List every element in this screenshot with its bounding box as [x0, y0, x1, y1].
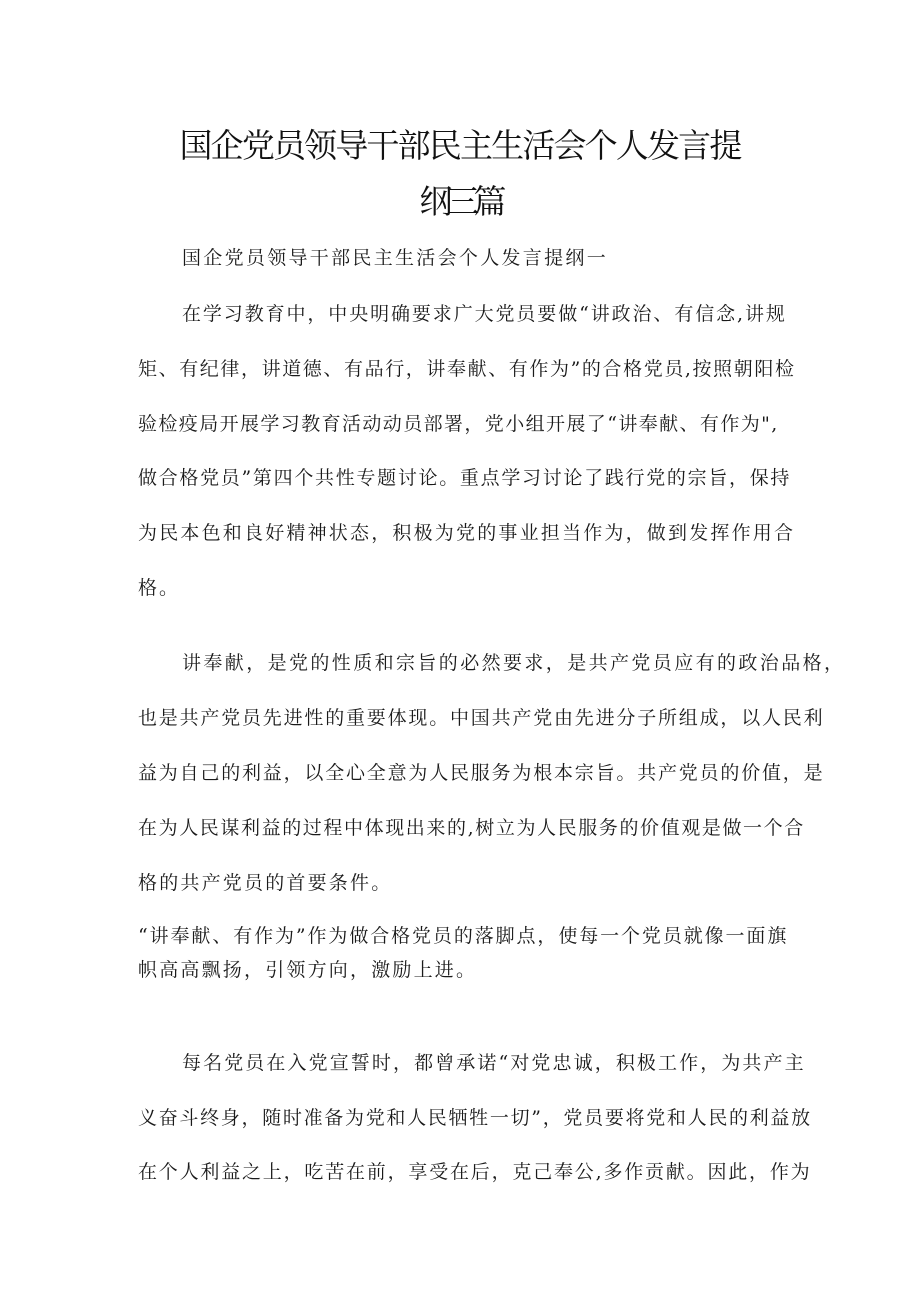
paragraph-line: 讲奉献，是党的性质和宗旨的必然要求，是共产党员应有的政治品格， [182, 652, 846, 674]
paragraph-line: 在学习教育中，中央明确要求广大党员要做“讲政治、有信念,讲规 [182, 303, 787, 325]
paragraph-line: 每名党员在入党宣誓时，都曾承诺“对党忠诚，积极工作，为共产主 [182, 1052, 806, 1074]
document-title-line-1: 国企党员领导干部民主生活会个人发言提 [179, 126, 741, 165]
document-title-line-2: 纲三篇 [419, 182, 501, 221]
document-subtitle: 国企党员领导干部民主生活会个人发言提纲一 [182, 247, 609, 269]
paragraph-line: 为民本色和良好精神状态，积极为党的事业担当作为，做到发挥作用合 [138, 522, 796, 544]
paragraph-line: 验检疫局开展学习教育活动动员部署，党小组开展了“讲奉献、有作为", [138, 413, 779, 435]
paragraph-line: 格。 [138, 577, 181, 599]
paragraph-line: 在个人利益之上，吃苦在前，享受在后，克己奉公,多作贡献。因此，作为 [138, 1161, 812, 1183]
paragraph-line: 益为自己的利益，以全心全意为人民服务为根本宗旨。共产党员的价值，是 [138, 762, 825, 784]
paragraph-line: 义奋斗终身，随时准备为党和人民牺牲一切”，党员要将党和人民的利益放 [138, 1107, 812, 1129]
paragraph-line: 做合格党员”第四个共性专题讨论。重点学习讨论了践行党的宗旨，保持 [138, 467, 792, 489]
paragraph-line: “讲奉献、有作为”作为做合格党员的落脚点，使每一个党员就像一面旗 [138, 925, 789, 947]
paragraph-line: 格的共产党员的首要条件。 [138, 872, 393, 894]
paragraph-line: 在为人民谋利益的过程中体现出来的,树立为人民服务的价值观是做一个合 [138, 817, 805, 839]
paragraph-line: 帜高高飘扬，引领方向，激励上进。 [138, 959, 478, 981]
paragraph-line: 矩、有纪律，讲道德、有品行，讲奉献、有作为”的合格党员,按照朝阳检 [138, 358, 796, 380]
paragraph-line: 也是共产党员先进性的重要体现。中国共产党由先进分子所组成，以人民利 [138, 707, 825, 729]
